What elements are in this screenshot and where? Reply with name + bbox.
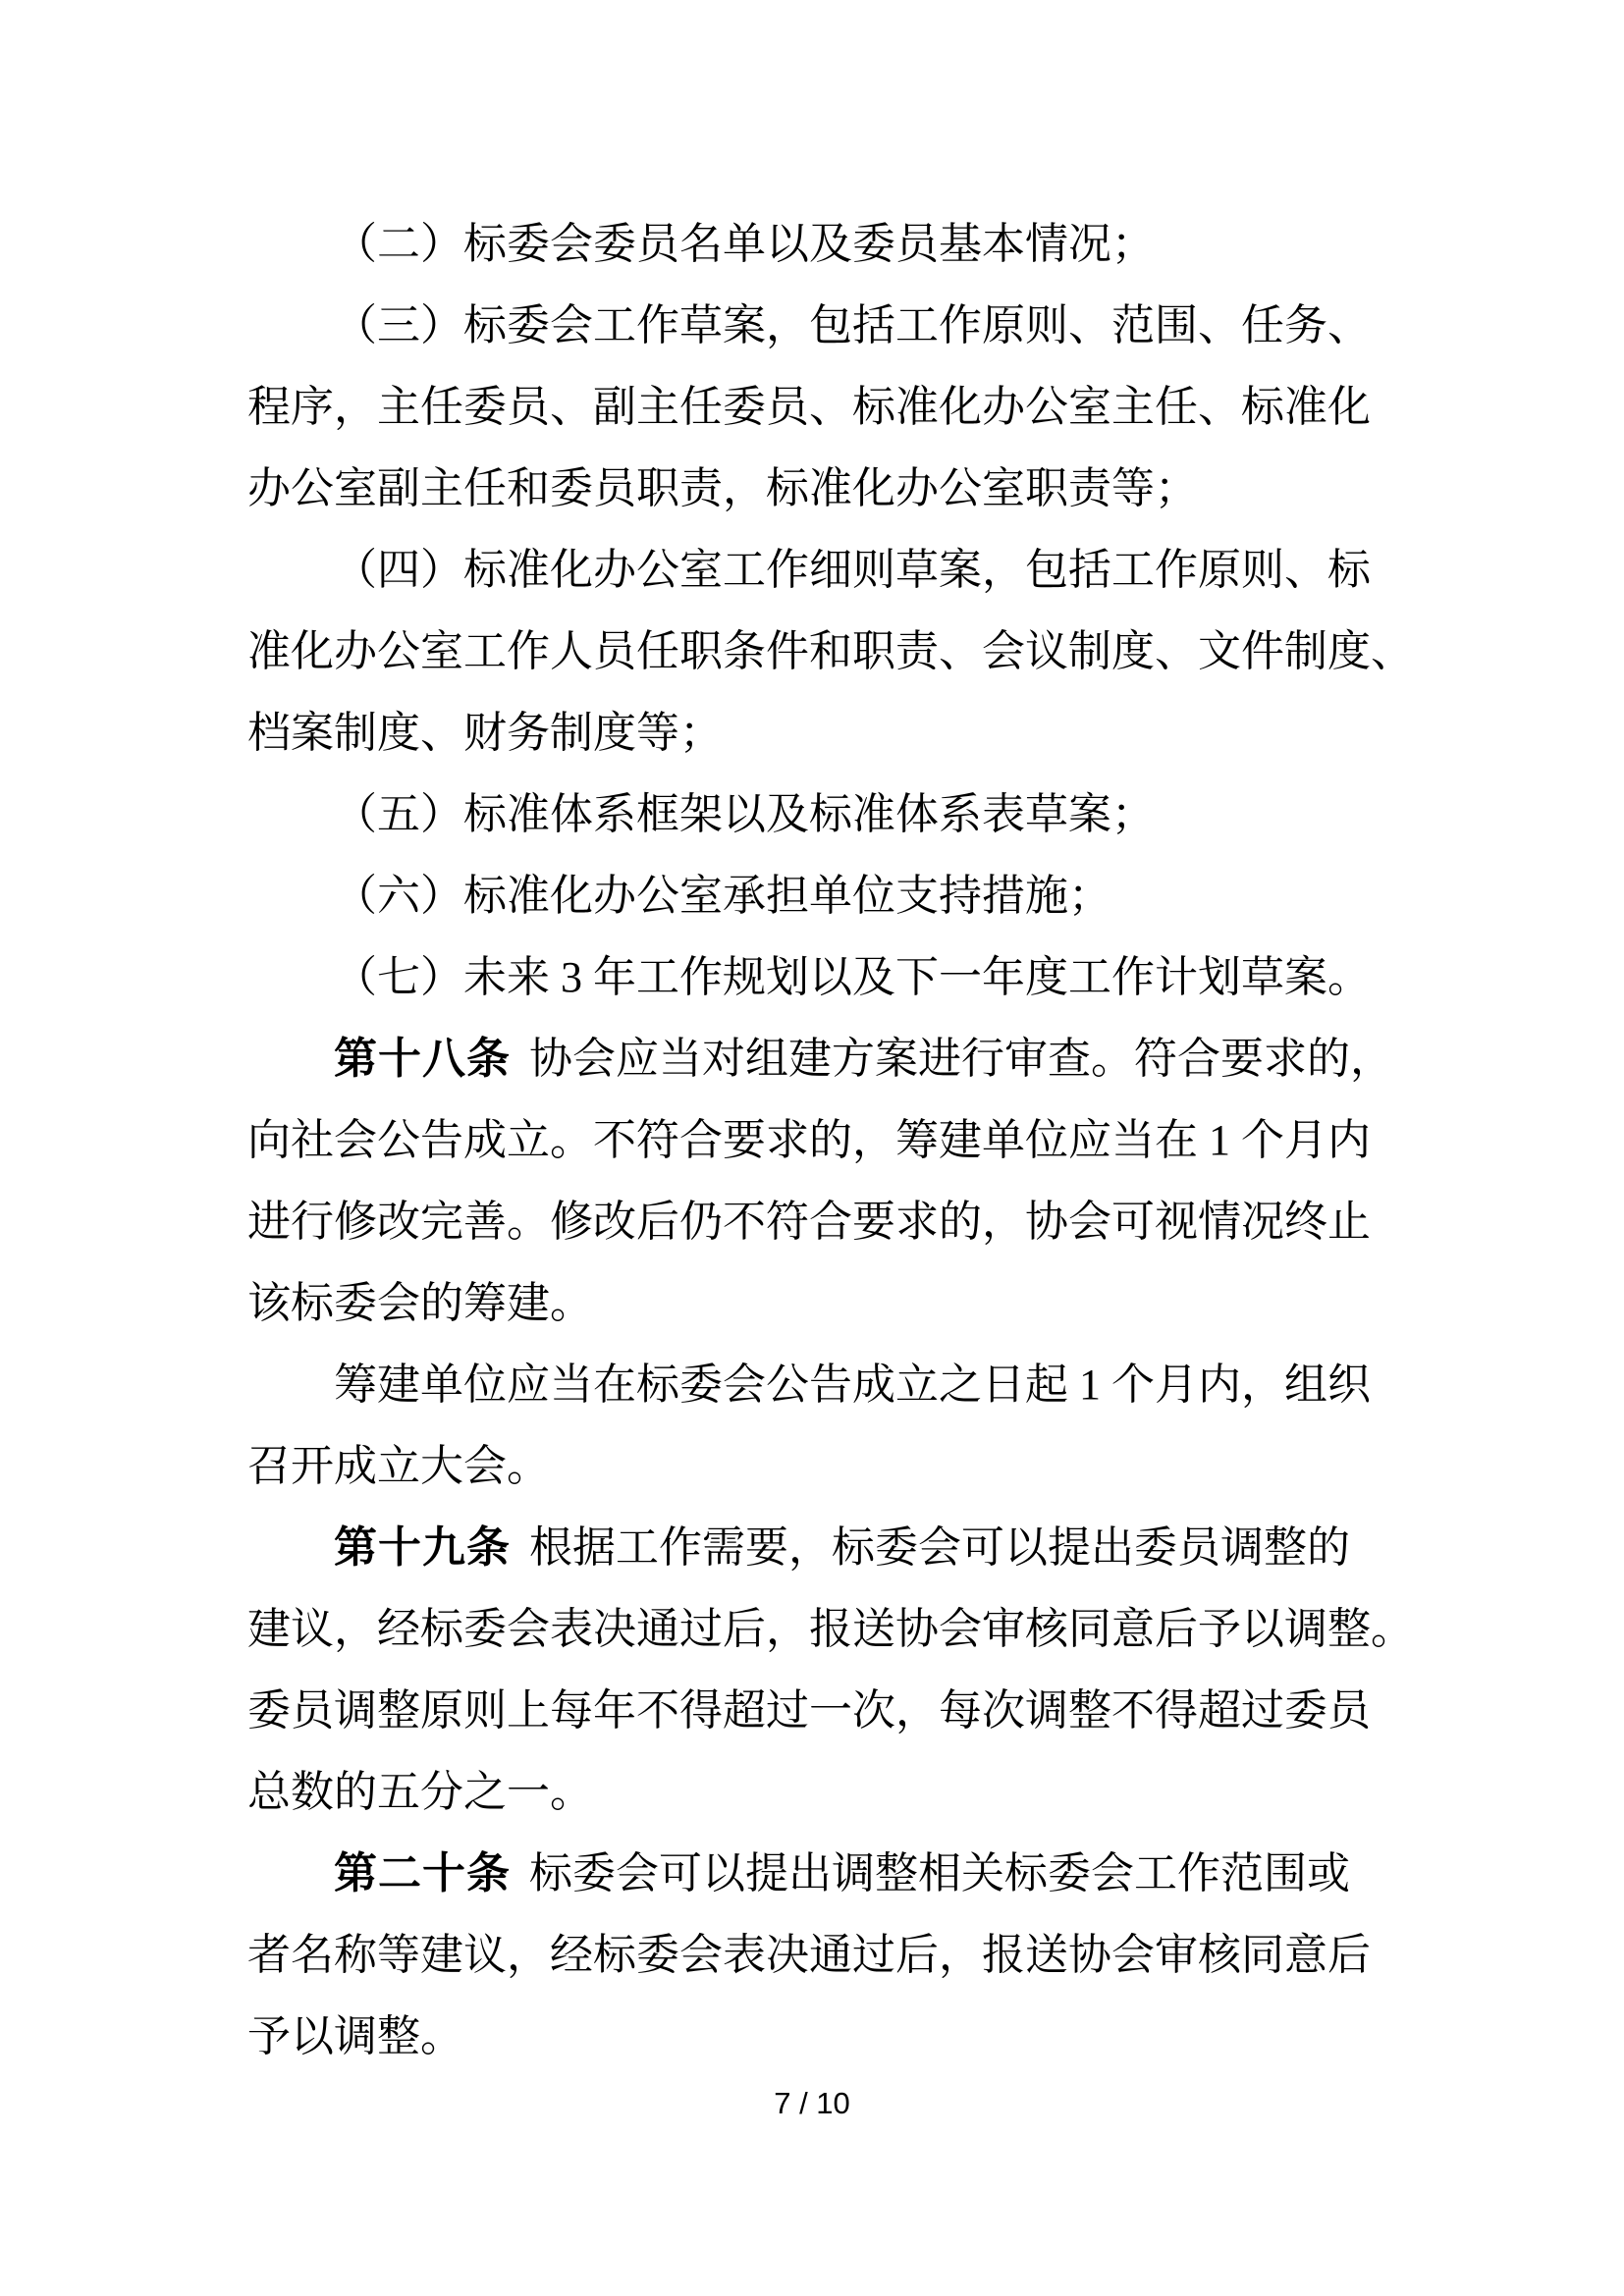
- text-run: 予以调整。: [247, 2012, 463, 2060]
- text-line: [247, 774, 1396, 855]
- text-run: 向社会公告成立。不符合要求的，筹建单位应当在 1 个月内: [247, 1116, 1371, 1164]
- text-run: 档案制度、财务制度等；: [247, 709, 723, 757]
- text-run: 建议，经标委会表决通过后，报送协会审核同意后予以调整。: [247, 1605, 1414, 1653]
- text-line: [247, 1751, 1396, 1833]
- text-line: [247, 855, 1396, 936]
- text-run: （三）标委会工作草案，包括工作原则、范围、任务、: [334, 301, 1371, 349]
- text-line: [247, 1262, 1396, 1344]
- text-line: [247, 1996, 1396, 2077]
- text-run: 协会应当对组建方案进行审查。符合要求的，: [518, 1035, 1393, 1083]
- text-run: 委员调整原则上每年不得超过一次，每次调整不得超过委员: [247, 1686, 1371, 1735]
- text-line: [247, 1914, 1396, 1996]
- text-run: 标委会可以提出调整相关标委会工作范围或: [518, 1849, 1350, 1897]
- text-line: [247, 448, 1396, 529]
- text-run: （二）标委会委员名单以及委员基本情况；: [334, 220, 1155, 268]
- text-run: 召开成立大会。: [247, 1442, 550, 1490]
- text-line: [247, 366, 1396, 448]
- text-line: [247, 1344, 1396, 1425]
- text-run: （六）标准化办公室承担单位支持措施；: [334, 872, 1111, 920]
- text-line: [247, 1833, 1396, 1914]
- page-number: 7 / 10: [774, 2086, 850, 2120]
- article-number: 第二十条: [334, 1849, 511, 1897]
- document-body: [247, 203, 1414, 2077]
- text-line: [247, 285, 1396, 366]
- text-run: 办公室副主任和委员职责，标准化办公室职责等；: [247, 464, 1198, 512]
- text-run: （七）未来 3 年工作规划以及下一年度工作计划草案。: [334, 953, 1371, 1001]
- text-line: [247, 1507, 1396, 1588]
- text-line: [247, 1018, 1396, 1099]
- text-run: 根据工作需要，标委会可以提出委员调整的: [518, 1523, 1350, 1572]
- text-run: 程序，主任委员、副主任委员、标准化办公室主任、标准化: [247, 383, 1371, 431]
- article-number: 第十八条: [334, 1035, 511, 1083]
- text-line: [247, 936, 1396, 1018]
- text-run: （四）标准化办公室工作细则草案，包括工作原则、标: [334, 546, 1371, 594]
- text-run: （五）标准体系框架以及标准体系表草案；: [334, 790, 1155, 838]
- text-run: 者名称等建议，经标委会表决通过后，报送协会审核同意后: [247, 1931, 1371, 1979]
- text-run: 筹建单位应当在标委会公告成立之日起 1 个月内，组织: [334, 1361, 1371, 1409]
- text-run: 准化办公室工作人员任职条件和职责、会议制度、文件制度、: [247, 627, 1414, 675]
- text-line: [247, 529, 1396, 611]
- text-line: [247, 1670, 1396, 1751]
- text-run: 该标委会的筹建。: [247, 1279, 593, 1327]
- text-line: [247, 203, 1396, 285]
- text-line: [247, 1181, 1396, 1262]
- text-line: [247, 1425, 1396, 1507]
- text-run: 总数的五分之一。: [247, 1768, 593, 1816]
- article-number: 第十九条: [334, 1523, 511, 1572]
- text-line: [247, 692, 1396, 774]
- text-run: 进行修改完善。修改后仍不符合要求的，协会可视情况终止: [247, 1198, 1371, 1246]
- text-line: [247, 611, 1414, 692]
- text-line: [247, 1588, 1414, 1670]
- text-line: [247, 1099, 1396, 1181]
